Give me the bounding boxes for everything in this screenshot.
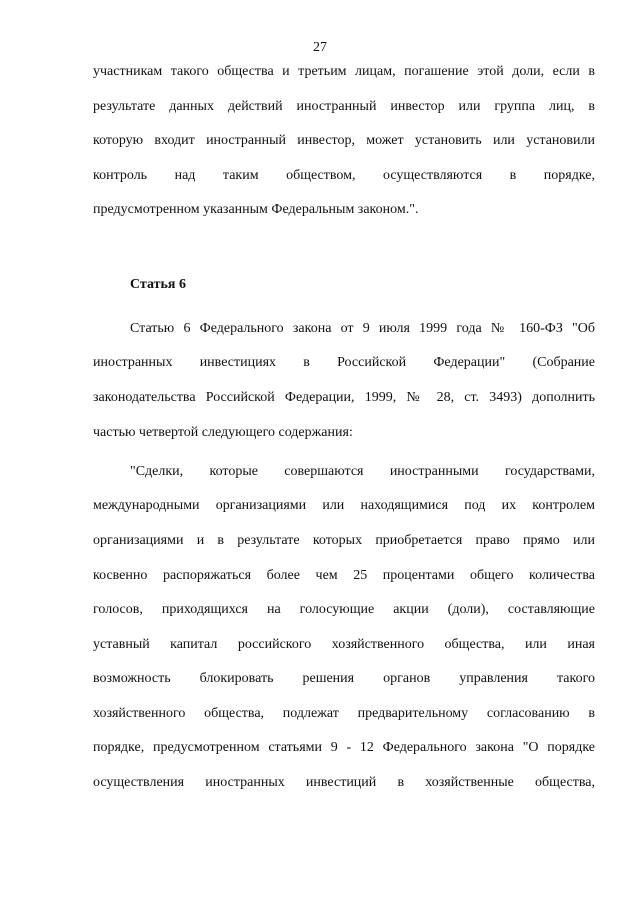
- quote-line: "Сделки, которые совершаются иностранными государствами,: [130, 464, 595, 479]
- quote-line: хозяйственного общества, подлежат предварительному согласованию в: [93, 706, 595, 721]
- intro-line: Статью 6 Федерального закона от 9 июля 1999 года № 160-ФЗ "Об: [130, 321, 595, 336]
- quote-line: возможность блокировать решения органов управления такого: [93, 671, 595, 686]
- quote-line: косвенно распоряжаться более чем 25 процентами общего количества: [93, 568, 595, 583]
- continuation-line: контроль над таким обществом, осуществляются в порядке,: [93, 168, 595, 183]
- continuation-line: предусмотренном указанным Федеральным законом.".: [93, 202, 419, 217]
- quote-line: уставный капитал российского хозяйственного общества, или иная: [93, 637, 595, 652]
- article-heading: Статья 6: [130, 277, 186, 292]
- intro-line: частью четвертой следующего содержания:: [93, 425, 353, 440]
- quote-line: международными организациями или находящимися под их контролем: [93, 498, 595, 513]
- continuation-line: которую входит иностранный инвестор, может установить или установили: [93, 133, 595, 148]
- intro-line: законодательства Российской Федерации, 1999, № 28, ст. 3493) дополнить: [93, 390, 595, 405]
- quote-line: организациями и в результате которых приобретается право прямо или: [93, 533, 595, 548]
- continuation-line: результате данных действий иностранный инвестор или группа лиц, в: [93, 99, 595, 114]
- page-number: 27: [313, 40, 327, 55]
- continuation-line: участникам такого общества и третьим лицам, погашение этой доли, если в: [93, 64, 595, 79]
- intro-line: иностранных инвестициях в Российской Федерации" (Собрание: [93, 355, 595, 370]
- quote-line: порядке, предусмотренном статьями 9 - 12 Федерального закона "О порядке: [93, 740, 595, 755]
- quote-line: осуществления иностранных инвестиций в хозяйственные общества,: [93, 775, 595, 790]
- quote-line: голосов, приходящихся на голосующие акции (доли), составляющие: [93, 602, 595, 617]
